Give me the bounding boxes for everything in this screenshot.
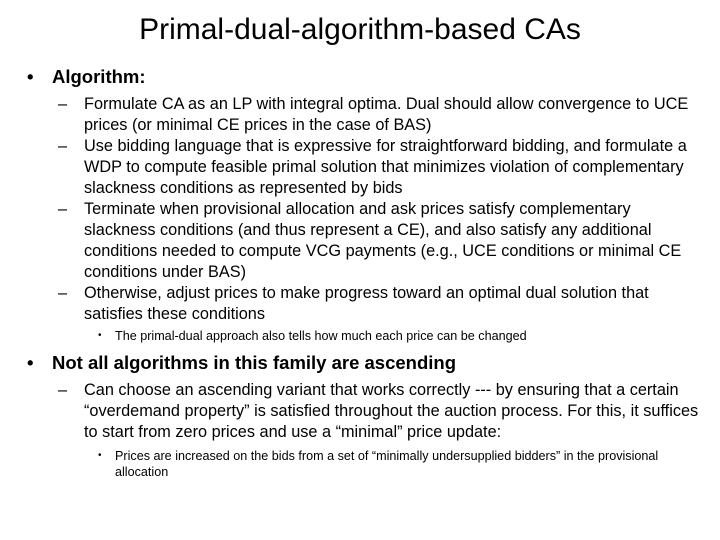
dash-marker: – <box>58 137 68 155</box>
sub-bullet-text: Can choose an ascending variant that works correctly --- by ensuring that a certain “overdemand property” is satisfied throughout the auction process. For this, it suffices to start from zero prices and use a “minimal” price update: <box>84 381 699 441</box>
dash-marker: – <box>58 200 68 218</box>
sub-bullet-text: Formulate CA as an LP with integral optima. Dual should allow convergence to UCE prices (or minimal CE prices in the case of BAS) <box>84 95 689 134</box>
sub-bullet-text: Terminate when provisional allocation and ask prices satisfy complementary slackness conditions (and thus represent a CE), and also satisfy any additional conditions needed to compute VCG payments (e.g., UCE conditions or minimal CE conditions under BAS) <box>84 200 682 281</box>
bullet-marker: • <box>98 450 102 461</box>
bullet-not-ascending <box>0 352 720 374</box>
sub-bullet-formulate <box>0 94 720 136</box>
sub-bullet-bidding-language <box>0 136 720 199</box>
bullet-marker: • <box>98 330 102 341</box>
bullet-marker: • <box>27 352 34 373</box>
dash-marker: – <box>58 381 68 399</box>
dash-marker: – <box>58 95 68 113</box>
bullet-text: Algorithm: <box>52 66 146 87</box>
sub-bullet-ascending-variant <box>0 380 720 443</box>
sub-sub-bullet-text: Prices are increased on the bids from a set of “minimally undersupplied bidders” in the provisional allocation <box>115 449 659 479</box>
bullet-marker: • <box>27 66 34 87</box>
sub-sub-bullet-text: The primal-dual approach also tells how much each price can be changed <box>115 329 527 343</box>
sub-bullet-terminate <box>0 199 720 283</box>
bullet-algorithm <box>0 66 720 88</box>
sub-sub-bullet-prices-increased <box>0 448 720 480</box>
sub-bullet-text: Otherwise, adjust prices to make progress toward an optimal dual solution that satisfies these conditions <box>84 284 649 323</box>
slide-body <box>0 66 720 480</box>
slide-title: Primal-dual-algorithm-based CAs <box>139 13 581 46</box>
bullet-text: Not all algorithms in this family are ascending <box>52 352 457 373</box>
dash-marker: – <box>58 284 68 302</box>
sub-bullet-otherwise <box>0 283 720 325</box>
sub-sub-bullet-price-change <box>0 328 720 344</box>
sub-bullet-text: Use bidding language that is expressive for straightforward bidding, and formulate a WDP to compute feasible primal solution that minimizes violation of complementary slackness conditions as represented by bids <box>84 137 687 197</box>
